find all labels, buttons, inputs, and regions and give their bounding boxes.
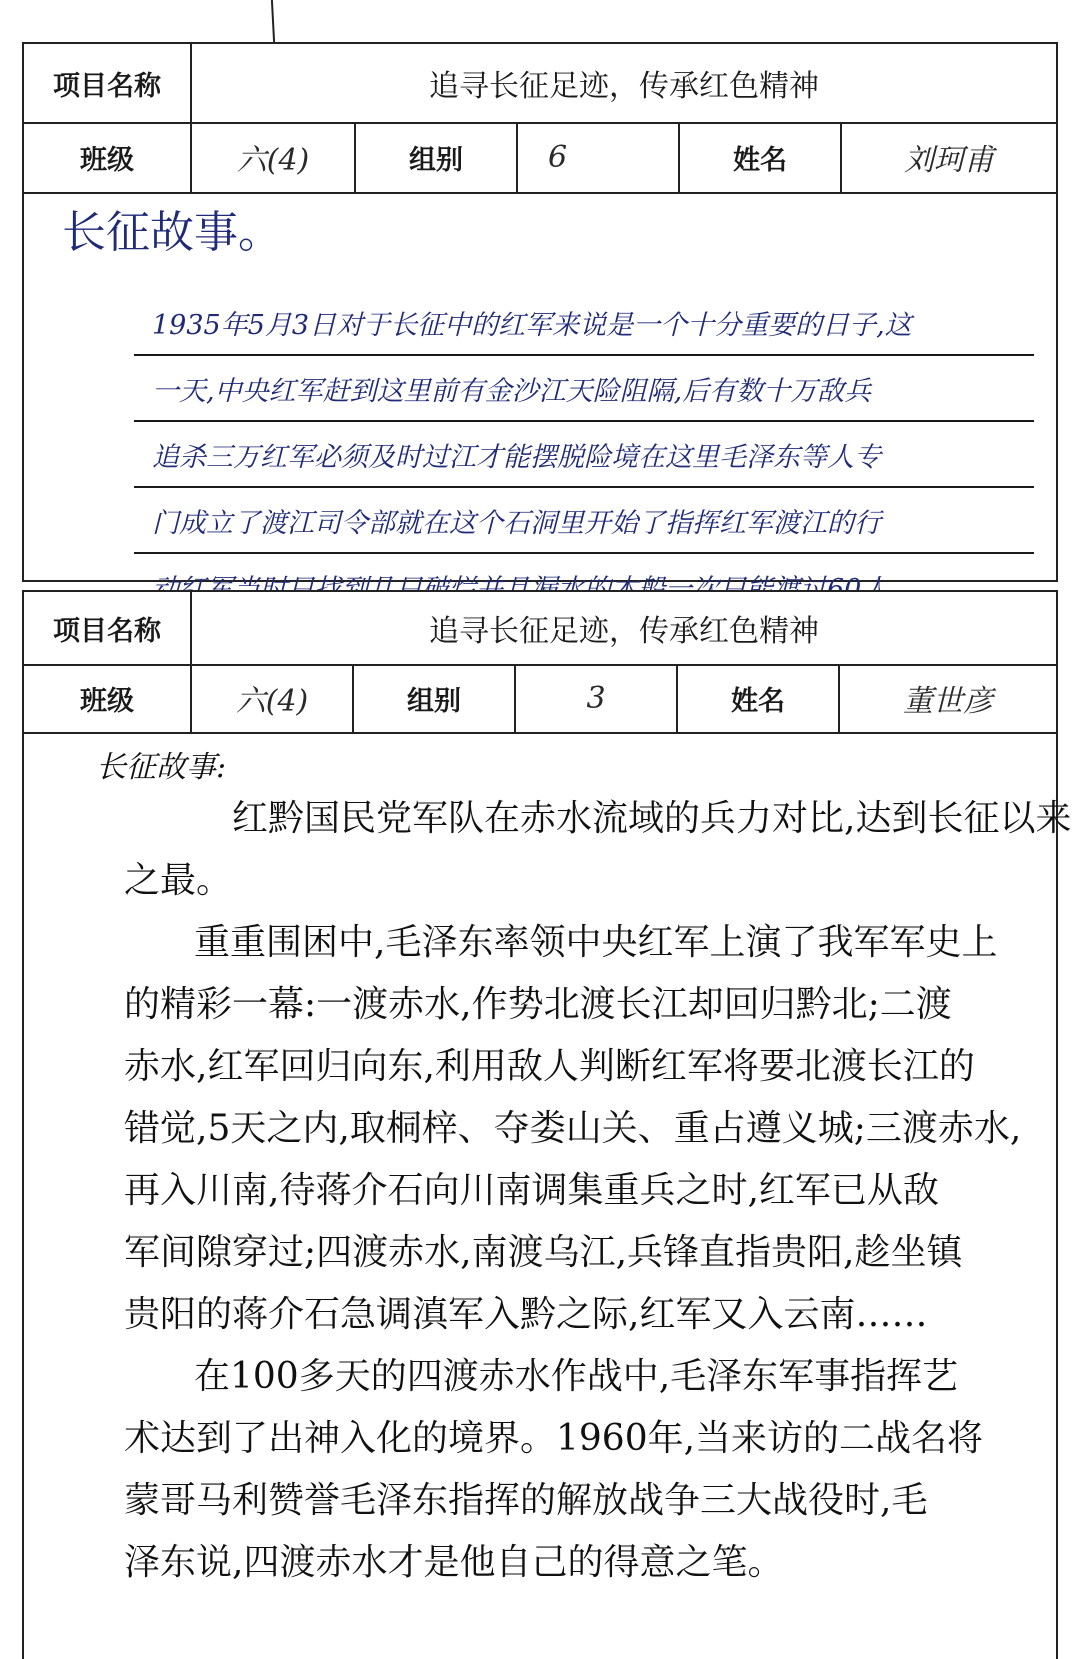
project-name-label: 项目名称	[24, 592, 192, 664]
header-row-project	[24, 592, 1056, 666]
project-name-label: 项目名称	[24, 44, 192, 122]
story-line: 一天,中央红军赶到这里前有金沙江天险阻隔,后有数十万敌兵	[134, 372, 1034, 422]
story-text	[124, 788, 1072, 1594]
story-line: 的精彩一幕:一渡赤水,作势北渡长江却回归黔北;二渡	[124, 984, 952, 1025]
story-line: 军间隙穿过;四渡赤水,南渡乌江,兵锋直指贵阳,趁坐镇	[124, 1232, 963, 1273]
project-title: 追寻长征足迹，传承红色精神	[429, 69, 819, 104]
class-label: 班级	[24, 664, 192, 732]
group-label: 组别	[354, 664, 516, 732]
story-line: 赤水,红军回归向东,利用敌人判断红军将要北渡长江的	[124, 1046, 975, 1087]
story-line: 术达到了出神入化的境界。1960年,当来访的二战名将	[124, 1418, 984, 1459]
header-row-info	[24, 122, 1056, 194]
worksheet-1	[22, 42, 1058, 582]
pen-stroke-mark	[271, 0, 275, 42]
group-label: 组别	[356, 122, 518, 192]
story-line: 重重围困中,毛泽东率领中央红军上演了我军军史上	[194, 922, 998, 963]
story-line: 追杀三万红军必须及时过江才能摆脱险境在这里毛泽东等人专	[134, 438, 1034, 488]
story-line: 红黔国民党军队在赤水流域的兵力对比,达到长征以来	[232, 798, 1072, 839]
worksheet-2	[22, 590, 1072, 1659]
story-heading: 长征故事。	[62, 207, 282, 258]
story-line: 再入川南,待蒋介石向川南调集重兵之时,红军已从敌	[124, 1170, 939, 1211]
name-value: 董世彦	[903, 684, 993, 719]
name-label: 姓名	[678, 664, 840, 732]
story-line: 贵阳的蒋介石急调滇军入黔之际,红军又入云南……	[124, 1294, 928, 1335]
story-text	[134, 306, 1034, 636]
story-line: 泽东说,四渡赤水才是他自己的得意之笔。	[124, 1542, 784, 1583]
name-label: 姓名	[680, 122, 842, 192]
header-row-project	[24, 44, 1056, 124]
story-line: 门成立了渡江司令部就在这个石洞里开始了指挥红军渡江的行	[134, 504, 1034, 554]
class-value: 六(4)	[192, 664, 354, 732]
group-value: 3	[516, 664, 678, 732]
project-title: 追寻长征足迹，传承红色精神	[429, 614, 819, 649]
story-heading: 长征故事:	[96, 750, 227, 785]
group-value: 6	[518, 122, 680, 192]
story-line: 之最。	[124, 860, 233, 901]
name-value: 刘珂甫	[904, 143, 994, 178]
story-line: 1935年5月3日对于长征中的红军来说是一个十分重要的日子,这	[134, 306, 1034, 356]
story-line: 错觉,5天之内,取桐梓、夺娄山关、重占遵义城;三渡赤水,	[124, 1108, 1022, 1149]
story-line: 在100多天的四渡赤水作战中,毛泽东军事指挥艺	[194, 1356, 959, 1397]
story-line: 蒙哥马利赞誉毛泽东指挥的解放战争三大战役时,毛	[124, 1480, 928, 1521]
class-label: 班级	[24, 122, 192, 192]
class-value: 六(4)	[192, 122, 356, 192]
header-row-info	[24, 664, 1056, 734]
